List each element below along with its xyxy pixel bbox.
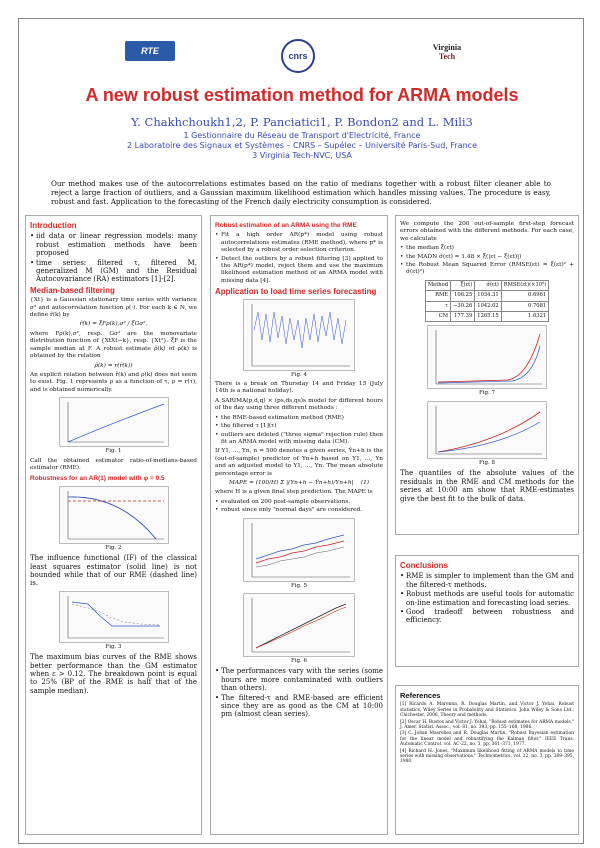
list-item: • evaluated on 200 post-sample observations. [215,499,383,506]
quantiles-paragraph: The quantiles of the absolute values of the residuals in the RME and CM methods for the series at 10:00 am show that RME-estimates give the best fit to the bulk of data. [400,469,574,503]
authors: Y. Chakhchoukh1,2, P. Panciatici1, P. Bondon2 and L. Mili3 [131,115,473,129]
list-item: • the Robust Mean Squared Error (RMSE(εt) = ξ̃(εt)² + σ̃(εt)²) [400,262,574,277]
column-left [25,215,202,835]
figure-7-caption: Fig. 7 [478,390,496,397]
intro-heading: Introduction [30,221,77,230]
application-paragraph: If Y1, ..., Yn, n = 500 denotes a given series, Ŷn+h is the (out-of-sample) predictor of Yn+h based on Y1, ..., Yn and an adjusted model to Y1, ..., Yn. The mean absolute percentage error is [215,448,383,477]
affiliation-1: 1 Gestionnaire du Réseau de Transport d'Electricité, France [183,131,421,140]
methods-list [215,415,383,447]
figure-1-caption: Fig. 1 [105,448,122,455]
list-item: • robust since only "normal days" are considered. [215,507,383,514]
table-cell: 106.25 [451,291,475,301]
figure-4 [243,299,355,371]
arma-list [215,232,383,285]
reference-item: [3] C. Johan Masreliez and R. Douglas Martin, "Robust Bayesian estimation for the linear model and robustifying the Kalman filter," IEEE Trans. Automatic Control, vol. AC-22, no. 3, pp. 361–371, 1977. [400,731,574,748]
list-item: • time series: filtered τ, filtered M, generalized M (GM) and the Residual Autocovariance (RA) estimators [1]-[2]. [30,259,197,284]
arma-heading: Robust estimation of an ARMA using the RME [215,222,357,229]
list-item: • RME is simpler to implement than the GM and the filtered-τ methods. [400,572,574,589]
table-header: σ̃(εt) [475,280,501,290]
mape-equation-number: (1) [360,479,370,486]
affiliation-2: 2 Laboratoire des Signaux et Systèmes – CNRS – Supélec – Université Paris-Sud, France [126,141,477,150]
application-heading: Application to load time series forecasting [215,287,377,297]
vt-logo-bottom: Tech [438,52,456,61]
median-equation-1: r̃(k) = ξ̃Fρ(k),σ² / ξ̃Gσ², [79,321,148,328]
virginia-tech-logo [424,43,470,67]
list-item: • outliers are deleted ("three sigma" rejection rule) then fit an ARMA model with missing data (CM). [215,432,383,447]
table-cell: 1034.31 [475,291,501,301]
rte-logo: RTE [125,41,175,61]
table-header: ξ̃(εt) [451,280,475,290]
robustness-paragraph: The influence functional (IF) of the classical least squares estimator (solid line) is not bounded while that of our RME (dashed line) is. [30,554,197,588]
median-paragraph: where Fρ(k),σ², resp. Gσ² are the monovariate distribution function of {XtXt−k}, resp. {Xt²}. ξ̃F is the sample median at F. A robust estimate ρ̂(k) of ρ(k) is obtained by the relation [30,330,197,360]
list-item: • iid data or linear regression models: many robust estimation methods have been proposed [30,232,197,257]
table-cell: CM [425,312,450,322]
figure-8 [427,401,547,459]
list-item: • the MADN σ̃(εt) = 1.48 × ξ̃(|εt − ξ̃(εt)|) [400,254,574,261]
table-header: Method [425,280,450,290]
figure-6 [243,593,355,657]
reference-item: [4] Richard H. Jones, "Maximum likelihood fitting of ARMA models to time series with missing observations," Technometrics, vol. 22, no. 3, pp. 389–395, 1980. [400,748,574,765]
list-item: • the filtered τ [1](τ) [215,423,383,430]
table-row [425,291,548,301]
abstract: Our method makes use of the autocorrelations estimates based on the ratio of medians together with a robust filter cleaner able to reject a large fraction of outliers, and a Gaussian maximum likelihood estimation which handles missing values. The procedure is easy, robust and fast. Application to the forecasting of the French daily electricity consumption is considered. [51,179,551,206]
results-table [425,280,549,323]
references-box [395,685,579,835]
list-item: • Detect the outliers by a robust filtering [3] applied to the AR(p*) model, reject them and use the maximum likelihood estimation method of an ARMA model with missing data [4]. [215,256,383,286]
median-paragraph: Call the obtained estimator ratio-of-medians-based estimator (RME). [30,457,197,471]
figure-3 [59,591,169,643]
table-cell: 177.39 [451,312,475,322]
table-row [425,312,548,322]
reference-item: [2] Oscar H. Bustos and Victor J. Yohai, "Robust estimates for ARMA models," J. Amer. Statist. Assoc., vol. 81, no. 393, pp. 155–168, 1986. [400,719,574,731]
median-paragraph: An explicit relation between r̃(k) and ρ(k) does not seem to exist. Fig. 1 represents ρ as a function of τ, ρ = r(τ), and is obtained numerically. [30,371,197,393]
figure-5-caption: Fig. 5 [290,582,308,589]
application-paragraph: There is a break on Thursday 14 and Friday 15 (July 14th is a national holiday). [215,381,383,395]
references-heading: References [400,691,441,700]
poster [18,18,584,844]
figure-3-caption: Fig. 3 [105,643,122,650]
results-paragraph: We compute the 200 out-of-sample first-step forecast errors obtained with the different methods. For each case, we calculate [400,221,574,242]
list-item: • Robust methods are useful tools for automatic on-line estimation and forecasting load series. [400,590,574,607]
results-list [400,245,574,277]
table-cell: RME [425,291,450,301]
mape-formula: MAPE = (100/H) Σ |(Yn+h − Ŷn+h)/Yn+h| [228,479,354,486]
vt-logo-top: Virginia [432,43,462,52]
mape-equation [215,480,383,487]
figure-8-caption: Fig. 8 [478,459,496,466]
figure-2 [59,486,169,544]
conclusions-heading: Conclusions [400,561,449,570]
figure-4-caption: Fig. 4 [290,371,308,378]
table-header: RMSE(εt)(×10⁶) [501,280,548,290]
list-item: • Fit a high order AR(p*) model using robust autocorrelations estimates (RME method), where p* is selected by a robust order selection criterion. [215,232,383,254]
table-cell: 1265.15 [475,312,501,322]
table-header-row [425,280,548,290]
figure-7 [427,325,547,389]
median-heading: Median-based filtering [30,285,115,295]
figure-6-caption: Fig. 6 [290,657,308,664]
list-item: • the median ξ̃(εt) [400,245,574,252]
list-item: • Good tradeoff between robustness and efficiency. [400,608,574,625]
median-equation-2: ρ̂(k) = r(r̃(k)) [94,362,133,369]
table-cell: τ [425,301,450,311]
table-cell: 0.7081 [501,301,548,311]
column-middle [210,215,388,835]
robustness-heading: Robustness for an AR(1) model with φ = 0.5 [30,475,165,483]
table-cell: 1.6321 [501,312,548,322]
table-cell: 0.6961 [501,291,548,301]
conclusions-box [395,555,579,667]
cnrs-logo: cnrs [281,39,315,73]
mape-list [215,499,383,515]
affiliation-3: 3 Virginia Tech-NVC, USA [252,151,352,160]
robustness-paragraph: The maximum bias curves of the RME shows better performance than the GM estimator when ε > 0.12. The breakdown point is equal to 25% (BP of the RME is half that of the sample median). [30,653,197,695]
list-item: • the RME-based estimation method (RME) [215,415,383,422]
table-cell: 1042.02 [475,301,501,311]
list-item: • The performances vary with the series (some hours are more contaminated with outliers than others). [215,667,383,692]
figure-1 [59,397,169,447]
application-paragraph: A SARIMA(p,d,q) × (ps,ds,qs)s model for different hours of the day using three different methods : [215,397,383,412]
figure-2-caption: Fig. 2 [105,544,122,551]
conclusions-list [400,572,574,624]
application-paragraph: where H is a given final step prediction. The MAPE is [215,489,373,496]
figure-5 [243,518,355,582]
list-item: • The filtered-τ and RME-based are efficient since they are as good as the CM at 10:00 pm (almost clean series). [215,694,383,719]
median-paragraph: {Xt} is a Gaussian stationary time series with variance σ² and autocorrelation function ρ(·). For each k ∈ N, we define r̃(k) by [30,297,197,319]
table-row [425,301,548,311]
poster-title: A new robust estimation method for ARMA models [85,85,519,105]
intro-list [30,232,197,283]
table-cell: −30.26 [451,301,475,311]
column-right-results [395,215,579,535]
references-list [400,702,574,764]
performance-list [215,667,383,718]
reference-item: [1] Ricardo A. Maronna, R. Douglas Martin, and Victor J. Yohai, Robust statistics, Wiley Series in Probability and Statistics. John Wiley & Sons Ltd., Chichester, 2006, Theory and methods. [400,702,574,719]
